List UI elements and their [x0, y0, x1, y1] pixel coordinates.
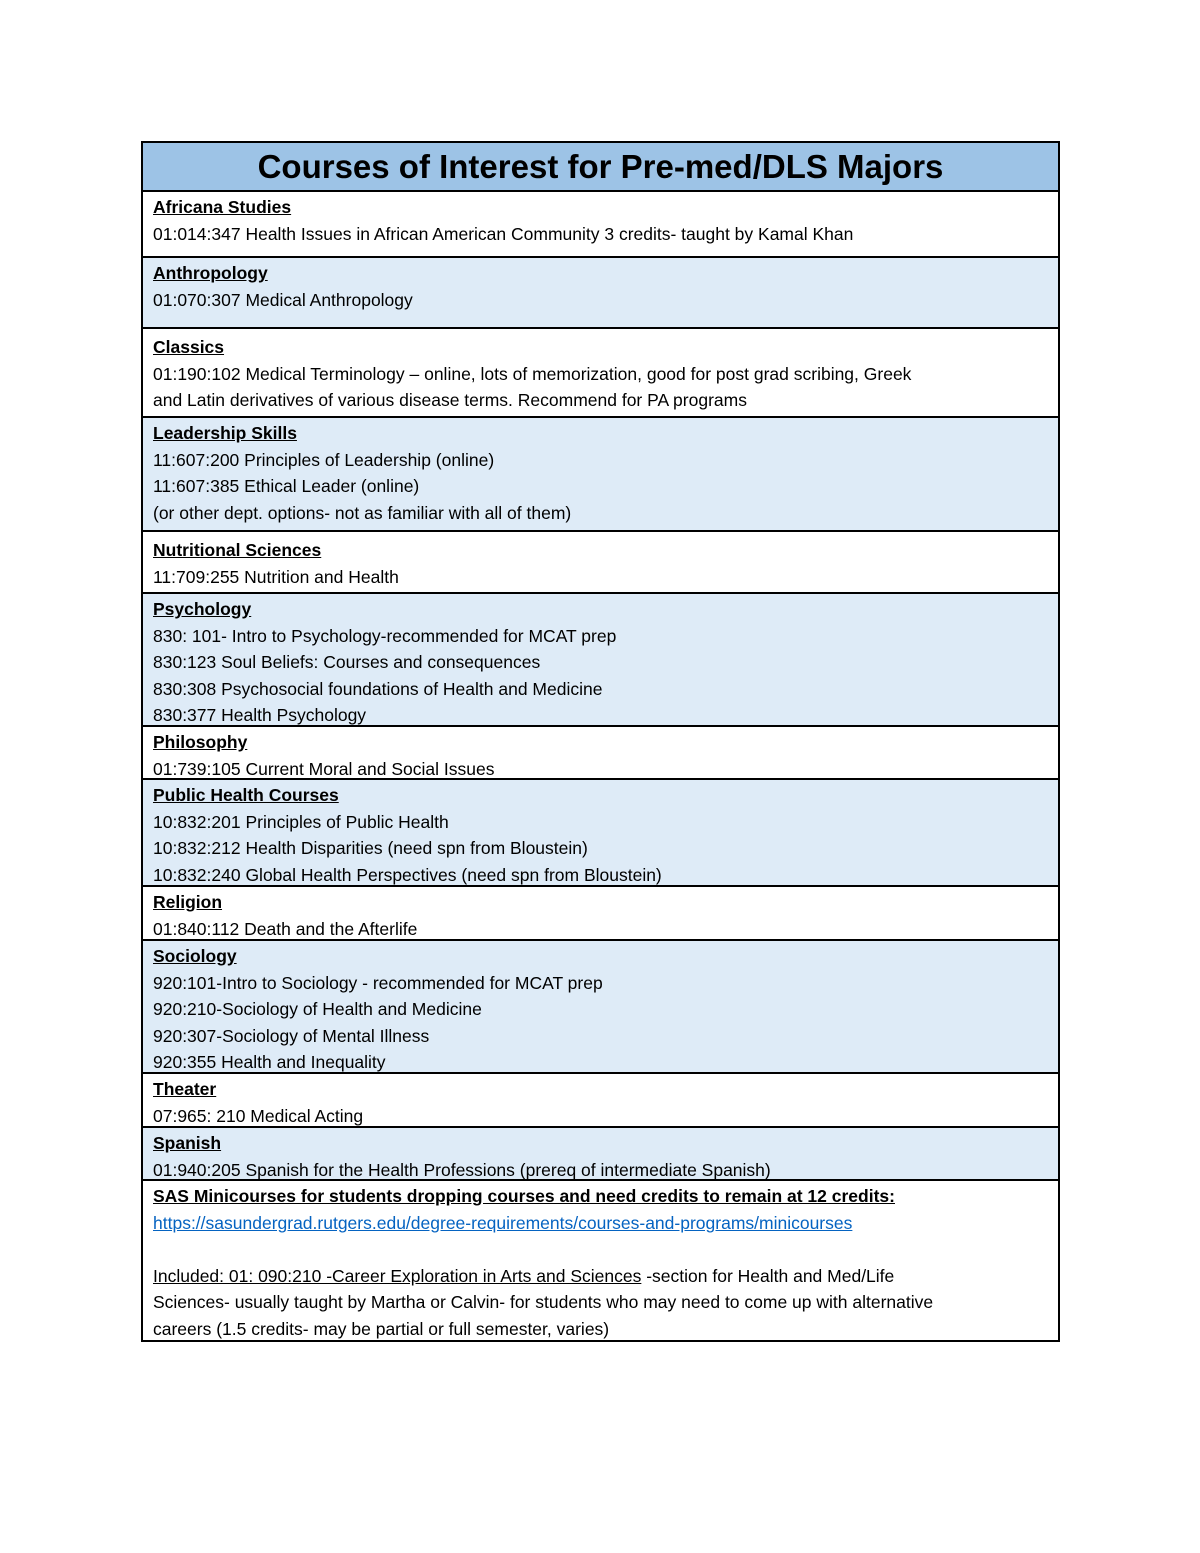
course-line: careers (1.5 credits- may be partial or full semester, varies)	[153, 1318, 610, 1339]
course-line: 01:840:112 Death and the Afterlife	[153, 918, 418, 939]
section-public-health	[143, 780, 1058, 887]
course-line: 920:355 Health and Inequality	[153, 1052, 386, 1072]
included-course: Included: 01: 090:210 -Career Exploration in Arts and Sciences	[153, 1265, 642, 1286]
dept-heading: Nutritional Sciences	[153, 540, 322, 560]
course-line: 01:070:307 Medical Anthropology	[153, 289, 413, 310]
courses-table	[141, 141, 1060, 1342]
dept-heading: Philosophy	[153, 732, 248, 752]
section-nutritional-sciences	[143, 532, 1058, 594]
course-line: 10:832:212 Health Disparities (need spn from Bloustein)	[153, 838, 588, 858]
dept-heading: Psychology	[153, 599, 252, 619]
section-africana-studies	[143, 192, 1058, 258]
course-line: 10:832:240 Global Health Perspectives (need spn from Bloustein)	[153, 864, 662, 885]
dept-heading: Anthropology	[153, 263, 268, 283]
course-line: Sciences- usually taught by Martha or Calvin- for students who may need to come up with alternative	[153, 1292, 934, 1312]
course-line: 01:940:205 Spanish for the Health Professions (prereq of intermediate Spanish)	[153, 1159, 771, 1180]
course-line: (or other dept. options- not as familiar with all of them)	[153, 502, 572, 523]
course-line: 830: 101- Intro to Psychology-recommended for MCAT prep	[153, 625, 617, 646]
spacer	[153, 1236, 1048, 1263]
dept-heading: Religion	[153, 892, 223, 912]
course-line: and Latin derivatives of various disease terms. Recommend for PA programs	[153, 390, 747, 410]
minicourses-link[interactable]: https://sasundergrad.rutgers.edu/degree-requirements/courses-and-programs/minicourses	[153, 1212, 853, 1233]
section-spanish	[143, 1128, 1058, 1181]
course-line: 11:709:255 Nutrition and Health	[153, 566, 399, 587]
course-line: 920:307-Sociology of Mental Illness	[153, 1025, 430, 1046]
course-line: 920:101-Intro to Sociology - recommended for MCAT prep	[153, 972, 603, 993]
course-line: 10:832:201 Principles of Public Health	[153, 811, 449, 832]
section-anthropology	[143, 258, 1058, 329]
dept-heading: Leadership Skills	[153, 423, 297, 443]
course-line: 01:014:347 Health Issues in African American Community 3 credits- taught by Kamal Khan	[153, 223, 854, 244]
page-title: Courses of Interest for Pre-med/DLS Majors	[143, 143, 1058, 192]
course-line: 830:308 Psychosocial foundations of Health and Medicine	[153, 678, 603, 699]
course-line: 11:607:385 Ethical Leader (online)	[153, 476, 420, 496]
dept-heading: Sociology	[153, 946, 237, 966]
section-classics	[143, 329, 1058, 418]
dept-heading: Theater	[153, 1079, 217, 1099]
course-line: 01:739:105 Current Moral and Social Issues	[153, 758, 495, 779]
section-leadership-skills	[143, 418, 1058, 532]
dept-heading: Spanish	[153, 1133, 222, 1153]
section-philosophy	[143, 727, 1058, 780]
course-line: 830:377 Health Psychology	[153, 705, 367, 725]
sas-heading: SAS Minicourses for students dropping courses and need credits to remain at 12 credits:	[153, 1186, 895, 1206]
dept-heading: Classics	[153, 337, 225, 357]
section-theater	[143, 1074, 1058, 1128]
included-rest: -section for Health and Med/Life	[641, 1265, 895, 1286]
dept-heading: Public Health Courses	[153, 785, 339, 805]
course-line: 830:123 Soul Beliefs: Courses and consequences	[153, 652, 541, 672]
section-sas-minicourses	[143, 1181, 1058, 1340]
section-sociology	[143, 941, 1058, 1074]
course-line: 01:190:102 Medical Terminology – online, lots of memorization, good for post grad scribing, Greek	[153, 363, 912, 384]
course-line: 920:210-Sociology of Health and Medicine	[153, 999, 482, 1019]
section-religion	[143, 887, 1058, 941]
section-psychology	[143, 594, 1058, 727]
course-line: 11:607:200 Principles of Leadership (online)	[153, 449, 495, 470]
included-line	[153, 1263, 1048, 1290]
course-line: 07:965: 210 Medical Acting	[153, 1105, 364, 1126]
dept-heading: Africana Studies	[153, 197, 292, 217]
